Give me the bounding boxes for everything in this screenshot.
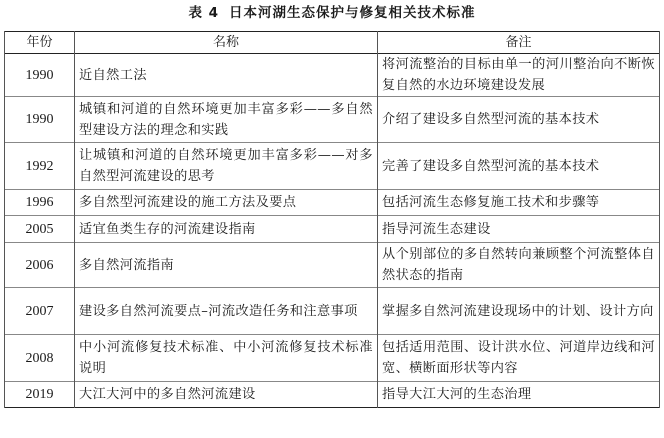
year-cell: 1992 <box>5 143 75 190</box>
year-cell: 2007 <box>5 288 75 335</box>
name-cell: 近自然工法 <box>75 54 378 97</box>
table-number: 表 4 <box>188 5 220 21</box>
table-row <box>5 190 660 216</box>
note-cell: 将河流整治的目标由单一的河川整治向不断恢复自然的水边环境建设发展 <box>378 54 660 97</box>
note-cell: 指导大江大河的生态治理 <box>378 382 660 408</box>
name-cell: 大江大河中的多自然河流建设 <box>75 382 378 408</box>
table-row <box>5 216 660 243</box>
name-cell: 中小河流修复技术标准、中小河流修复技术标准说明 <box>75 335 378 382</box>
note-cell: 介绍了建设多自然型河流的基本技术 <box>378 97 660 143</box>
header-note: 备注 <box>378 32 660 54</box>
note-cell: 包括河流生态修复施工技术和步骤等 <box>378 190 660 216</box>
header-name: 名称 <box>75 32 378 54</box>
table-row <box>5 382 660 408</box>
note-cell: 指导河流生态建设 <box>378 216 660 243</box>
year-cell: 2005 <box>5 216 75 243</box>
table-row <box>5 288 660 335</box>
name-cell: 多自然河流指南 <box>75 243 378 288</box>
note-cell: 完善了建设多自然型河流的基本技术 <box>378 143 660 190</box>
name-cell: 城镇和河道的自然环境更加丰富多彩——多自然型建设方法的理念和实践 <box>75 97 378 143</box>
table-caption <box>0 2 664 24</box>
year-cell: 2008 <box>5 335 75 382</box>
table-title: 日本河湖生态保护与修复相关技术标准 <box>229 5 476 21</box>
note-cell: 掌握多自然河流建设现场中的计划、设计方向 <box>378 288 660 335</box>
year-cell: 1996 <box>5 190 75 216</box>
header-row <box>5 32 660 54</box>
header-year: 年份 <box>5 32 75 54</box>
name-cell: 建设多自然河流要点–河流改造任务和注意事项 <box>75 288 378 335</box>
note-cell: 从个别部位的多自然转向兼顾整个河流整体自然状态的指南 <box>378 243 660 288</box>
table-row <box>5 143 660 190</box>
name-cell: 多自然型河流建设的施工方法及要点 <box>75 190 378 216</box>
table-row <box>5 97 660 143</box>
table-row <box>5 243 660 288</box>
standards-table <box>4 31 660 408</box>
name-cell: 适宜鱼类生存的河流建设指南 <box>75 216 378 243</box>
note-cell: 包括适用范围、设计洪水位、河道岸边线和河宽、横断面形状等内容 <box>378 335 660 382</box>
name-cell: 让城镇和河道的自然环境更加丰富多彩——对多自然型河流建设的思考 <box>75 143 378 190</box>
year-cell: 1990 <box>5 54 75 97</box>
year-cell: 2019 <box>5 382 75 408</box>
table-row <box>5 54 660 97</box>
year-cell: 2006 <box>5 243 75 288</box>
table-row <box>5 335 660 382</box>
year-cell: 1990 <box>5 97 75 143</box>
